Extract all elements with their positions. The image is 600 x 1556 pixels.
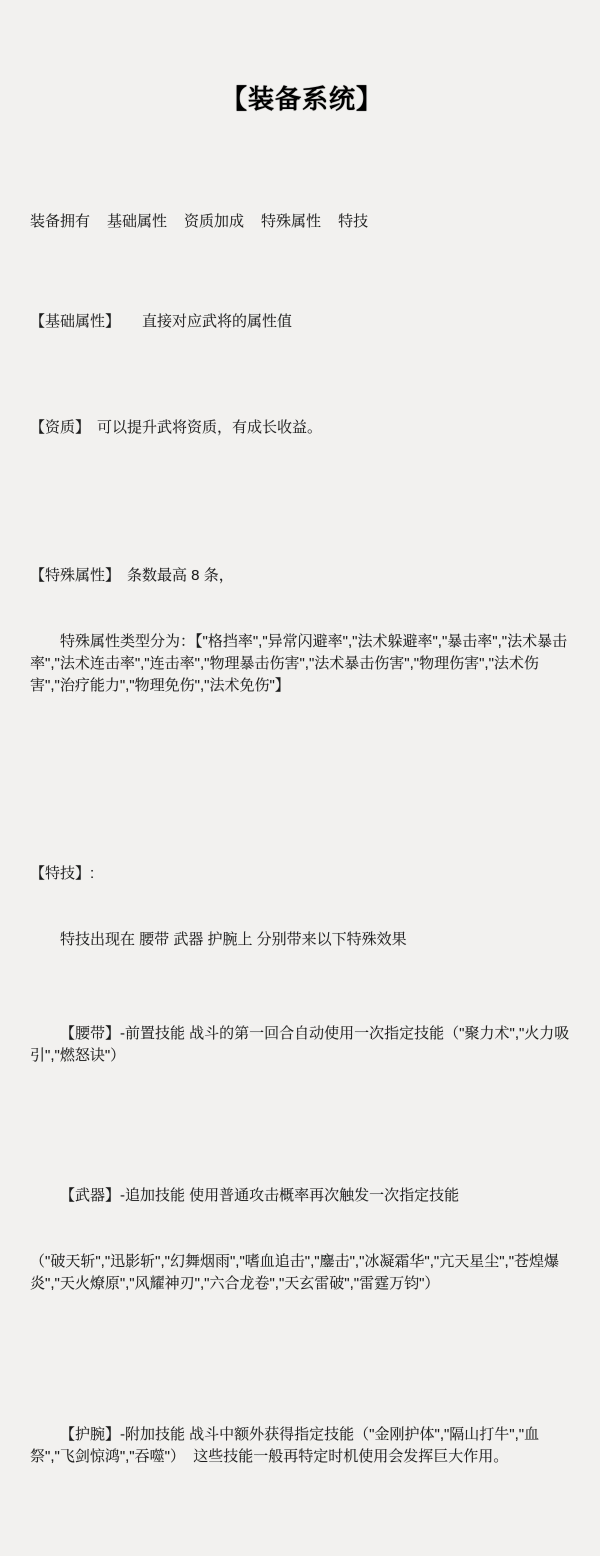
special-attributes-header [30, 565, 574, 587]
overview-line [30, 211, 574, 233]
overview-item-special: 特殊属性 [261, 213, 322, 230]
overview-item-aptitude: 资质加成 [184, 213, 245, 230]
special-attributes-types: 特殊属性类型分为：【"格挡率","异常闪避率","法术躲避率","暴击率","法术暴击率","法术连击率","连击率","物理暴击伤害","法术暴击伤害","物理伤害","法术伤害","治疗能力","物理免伤","法术免伤"】 [30, 633, 568, 694]
basic-attributes-row [30, 311, 574, 333]
weapon-skill-block [30, 1141, 574, 1339]
special-attributes-section [30, 521, 574, 741]
weapon-skill-header: 【武器】-追加技能 使用普通攻击概率再次触发一次指定技能 [60, 1187, 460, 1204]
aptitude-row [30, 417, 574, 439]
basic-attributes-desc: 直接对应武将的属性值 [142, 313, 293, 330]
special-attributes-count: 条数最高 8 条， [127, 567, 234, 584]
special-skills-section [30, 819, 574, 1512]
basic-attributes-label: 【基础属性】 [30, 313, 121, 330]
overview-item-skill: 特技 [338, 213, 369, 230]
weapon-skill-list: （"破天斩","迅影斩","幻舞烟雨","嗜血追击","鏖击","冰凝霜华","亢天星尘","苍煌爆炎","天火燎原","风耀神刃","六合龙卷","天玄雷破","雷霆万钧"） [30, 1253, 560, 1292]
wrist-skill-paragraph: 【护腕】-附加技能 战斗中额外获得指定技能（"金刚护体","隔山打牛","血祭","飞剑惊鸿","吞噬"） 这些技能一般再特定时机使用会发挥巨大作用。 [30, 1426, 540, 1465]
aptitude-label: 【资质】 [30, 419, 91, 436]
skills-intro: 特技出现在 腰带 武器 护腕上 分别带来以下特殊效果 [60, 931, 407, 948]
overview-item-owned: 装备拥有 [30, 213, 91, 230]
overview-item-basic: 基础属性 [107, 213, 168, 230]
page-title: 【装备系统】 [220, 84, 383, 114]
special-attributes-label: 【特殊属性】 [30, 567, 121, 584]
skills-label: 【特技】: [30, 865, 95, 882]
aptitude-desc: 可以提升武将资质，有成长收益。 [97, 419, 323, 436]
belt-skill-paragraph: 【腰带】-前置技能 战斗的第一回合自动使用一次指定技能（"聚力术","火力吸引","燃怒诀"） [30, 1025, 570, 1064]
